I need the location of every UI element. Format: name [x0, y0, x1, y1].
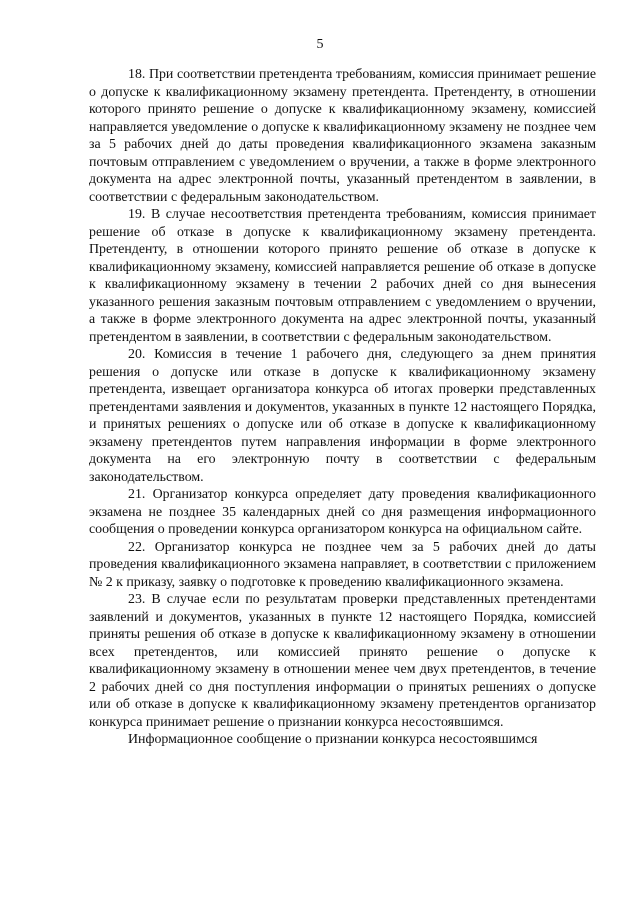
- page-number: 5: [316, 37, 324, 52]
- paragraph-21: 21. Организатор конкурса определяет дату проведения квалификационного экзамена не позднее 35 календарных дней со дня размещения информационного сообщения о проведении конкурса организатором конкурса на официальном сайте.: [89, 487, 596, 537]
- document-body: [89, 66, 596, 749]
- paragraph-18: 18. При соответствии претендента требованиям, комиссия принимает решение о допуске к квалификационному экзамену претендента. Претенденту, в отношении которого принято решение о допуске к квалификационному экзамену, комиссией направляется уведомление о допуске к квалификационному экзамену не позднее чем за 5 рабочих дней до даты проведения квалификационного экзамена заказным почтовым отправлением с уведомлением о вручении, а также в форме электронного документа на адрес электронной почты, указанный претендентом в заявлении, в соответствии с федеральным законодательством.: [89, 67, 596, 205]
- paragraph-19: 19. В случае несоответствия претендента требованиям, комиссия принимает решение об отказе в допуске к квалификационному экзамену претендента. Претенденту, в отношении которого принято решение об отказе в допуске к квалификационному экзамену, комиссией направляется решение об отказе в допуске к квалификационному экзамену в течении 2 рабочих дней со дня вынесения указанного решения заказным почтовым отправлением с уведомлением о вручении, а также в форме электронного документа на адрес электронной почты, указанный претендентом в заявлении, в соответствии с федеральным законодательством.: [89, 207, 596, 345]
- paragraph-23: 23. В случае если по результатам проверки представленных претендентами заявлений и документов, указанных в пункте 12 настоящего Порядка, комиссией приняты решения об отказе в допуске к квалификационному экзамену в отношении всех претендентов, или комиссией принято решение о допуске к квалификационному экзамену в отношении менее чем двух претендентов, в течение 2 рабочих дней со дня поступления информации о принятых решениях о допуске или об отказе в допуске к квалификационному экзамену претендентов организатор конкурса принимает решение о признании конкурса несостоявшимся.: [89, 592, 596, 730]
- paragraph-22: 22. Организатор конкурса не позднее чем за 5 рабочих дней до даты проведения квалификационного экзамена направляет, в соответствии с приложением № 2 к приказу, заявку о подготовке к проведению квалификационного экзамена.: [89, 539, 596, 590]
- paragraph-continuation: Информационное сообщение о признании конкурса несостоявшимся: [128, 732, 538, 747]
- paragraph-20: 20. Комиссия в течение 1 рабочего дня, следующего за днем принятия решения о допуске или отказе в допуске к квалификационному экзамену претендента, извещает организатора конкурса об итогах проверки представленных претендентами заявления и документов, указанных в пункте 12 настоящего Порядка, и принятых решениях о допуске или об отказе в допуске к квалификационному экзамену претендентов путем направления информации в форме электронного документа на его электронную почту в соответствии с федеральным законодательством.: [89, 347, 596, 485]
